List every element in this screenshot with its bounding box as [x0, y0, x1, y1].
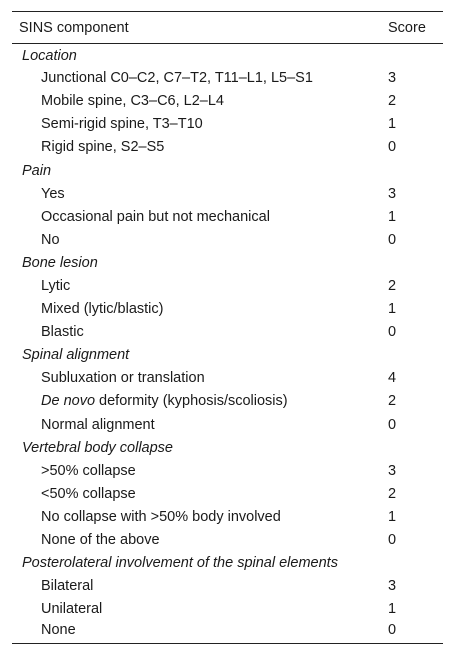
- score-value: 2: [388, 485, 397, 502]
- score-value: 1: [388, 208, 397, 225]
- component-label: No collapse with >50% body involved: [41, 508, 281, 525]
- score-value: 0: [388, 324, 397, 341]
- table-row: [12, 182, 443, 205]
- section-title: Vertebral body collapse: [22, 439, 173, 456]
- score-value: 1: [388, 508, 397, 525]
- section-row: [12, 344, 443, 367]
- component-label: Bilateral: [41, 578, 94, 595]
- component-label: Mixed (lytic/blastic): [41, 301, 164, 318]
- score-value: 1: [388, 601, 397, 618]
- component-label: Rigid spine, S2–S5: [41, 139, 165, 156]
- component-label: Unilateral: [41, 601, 103, 618]
- section-title: Posterolateral involvement of the spinal elements: [22, 555, 338, 572]
- component-label-cell: [12, 182, 388, 205]
- table-row: [12, 505, 443, 528]
- table-row: [12, 67, 443, 90]
- section-row: [12, 159, 443, 182]
- score-value: 3: [388, 185, 397, 202]
- section-title: Spinal alignment: [22, 347, 130, 364]
- component-label: None: [41, 622, 76, 639]
- component-label: <50% collapse: [41, 485, 136, 502]
- section-row: [12, 552, 443, 575]
- table-row: [12, 298, 443, 321]
- component-label-cell: [12, 298, 388, 321]
- component-label-cell: [12, 321, 388, 344]
- table-row: [12, 367, 443, 390]
- table-row: [12, 274, 443, 297]
- component-label-italic: De novo: [41, 393, 96, 410]
- component-label-cell: [12, 90, 388, 113]
- section-title: Pain: [22, 162, 52, 179]
- section-title: Location: [22, 48, 77, 65]
- component-label: Blastic: [41, 324, 84, 341]
- table-row: [12, 113, 443, 136]
- component-label-cell: [12, 367, 388, 390]
- component-label: Normal alignment: [41, 416, 155, 433]
- score-value: 4: [388, 370, 397, 387]
- component-label: >50% collapse: [41, 462, 136, 479]
- table-row: [12, 459, 443, 482]
- table-row: [12, 390, 443, 413]
- component-label-cell: [12, 575, 388, 598]
- component-label-cell: [12, 598, 388, 621]
- table-body: [12, 44, 443, 644]
- table-row: [12, 413, 443, 436]
- component-column-header: SINS component: [19, 19, 129, 36]
- sins-table-container: [12, 11, 443, 644]
- header-row: [12, 12, 443, 44]
- score-value: 0: [388, 231, 397, 248]
- component-label-cell: [12, 390, 388, 413]
- score-value: 0: [388, 139, 397, 156]
- score-value: 2: [388, 277, 397, 294]
- table-row: [12, 228, 443, 251]
- component-label-cell: [12, 274, 388, 297]
- component-label: Junctional C0–C2, C7–T2, T11–L1, L5–S1: [41, 70, 313, 87]
- component-label: None of the above: [41, 532, 160, 549]
- score-column-header: Score: [388, 19, 426, 36]
- component-label: Occasional pain but not mechanical: [41, 208, 270, 225]
- component-label-cell: [12, 113, 388, 136]
- table-row: [12, 598, 443, 621]
- table-header: [12, 12, 443, 44]
- component-label-cell: [12, 413, 388, 436]
- component-label-cell: [12, 205, 388, 228]
- score-value: 3: [388, 70, 397, 87]
- score-value: 0: [388, 532, 397, 549]
- score-value: 0: [388, 416, 397, 433]
- table-row: [12, 575, 443, 598]
- component-label: Semi-rigid spine, T3–T10: [41, 116, 203, 133]
- table-row: [12, 482, 443, 505]
- section-row: [12, 251, 443, 274]
- score-value: 3: [388, 578, 397, 595]
- component-label-cell: [12, 228, 388, 251]
- score-value: 2: [388, 93, 397, 110]
- score-value: 0: [388, 622, 397, 639]
- section-row: [12, 44, 443, 67]
- table-row: [12, 90, 443, 113]
- score-value: 3: [388, 462, 397, 479]
- component-label: Yes: [41, 185, 65, 202]
- section-title: Bone lesion: [22, 254, 98, 271]
- component-label-cell: [12, 459, 388, 482]
- table-row: [12, 205, 443, 228]
- component-label-cell: [12, 528, 388, 551]
- component-label: deformity (kyphosis/scoliosis): [95, 393, 288, 410]
- table-row: [12, 321, 443, 344]
- section-row: [12, 436, 443, 459]
- component-label-cell: [12, 67, 388, 90]
- score-value: 2: [388, 393, 397, 410]
- component-label-cell: [12, 621, 388, 644]
- table-row: [12, 528, 443, 551]
- component-label-cell: [12, 482, 388, 505]
- component-label: No: [41, 231, 60, 248]
- component-label: Mobile spine, C3–C6, L2–L4: [41, 93, 224, 110]
- table-row: [12, 621, 443, 644]
- component-label-cell: [12, 136, 388, 159]
- sins-score-table: [12, 11, 443, 644]
- component-label: Subluxation or translation: [41, 370, 205, 387]
- table-row: [12, 136, 443, 159]
- score-value: 1: [388, 301, 397, 318]
- component-label: Lytic: [41, 277, 71, 294]
- score-value: 1: [388, 116, 397, 133]
- component-label-cell: [12, 505, 388, 528]
